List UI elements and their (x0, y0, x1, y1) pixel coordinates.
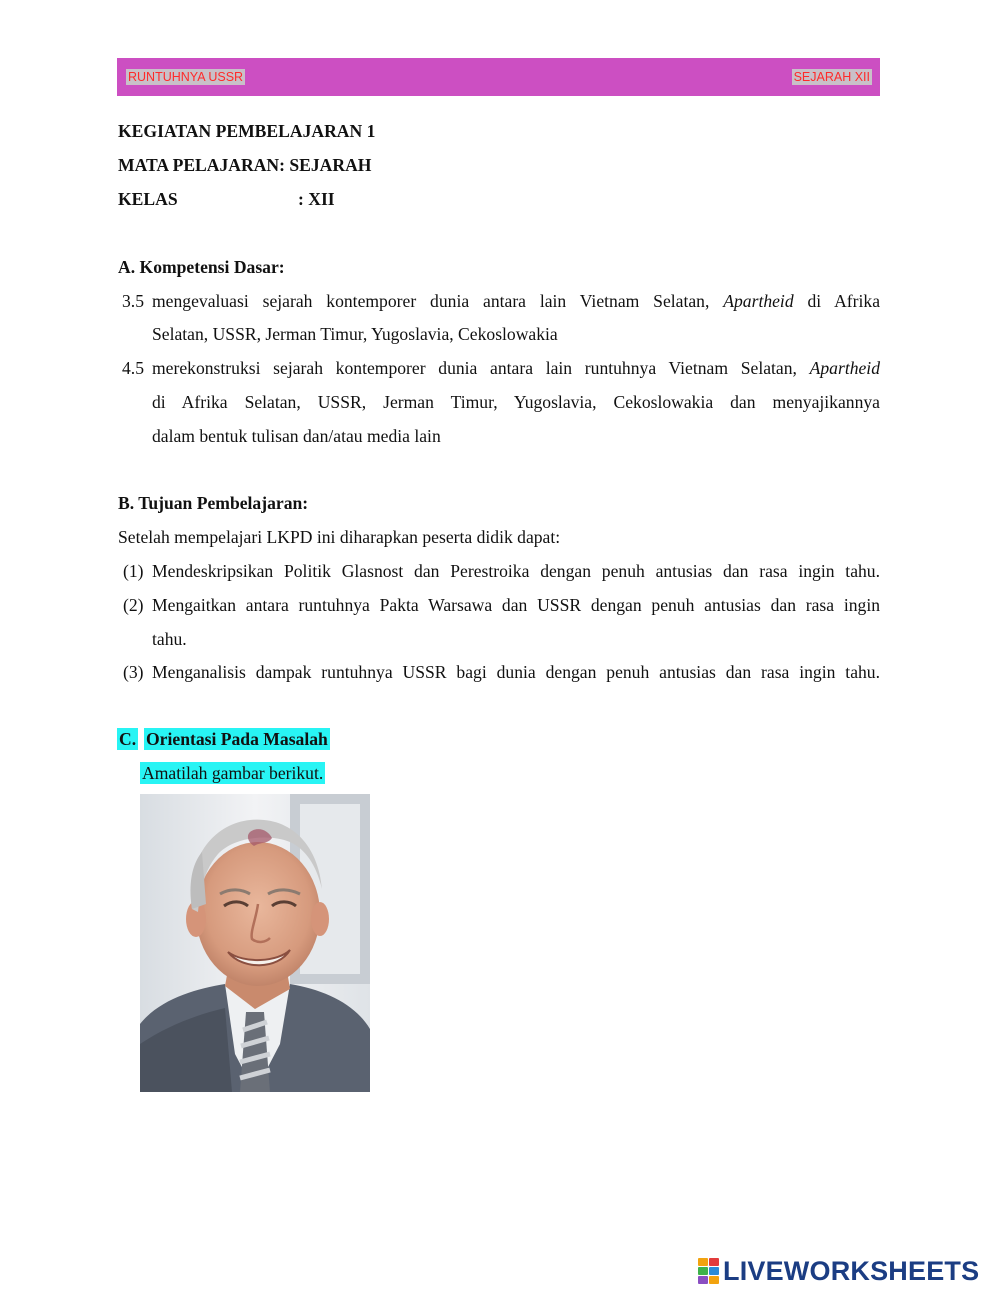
kd-text-part: merekonstruksi sejarah kontemporer dunia antara lain runtuhnya Vietnam Selatan, (152, 358, 797, 378)
section-c-label: C. (119, 729, 137, 749)
objective-text: Mengaitkan antara runtuhnya Pakta Warsawa dan USSR dengan penuh antusias dan rasa ingin (152, 595, 880, 615)
class-value: : XII (298, 189, 335, 209)
kd-text-continued: di Afrika Selatan, USSR, Jerman Timur, Yugoslavia, Cekoslowakia dan menyajikannya (152, 392, 880, 412)
liveworksheets-logo (698, 1257, 979, 1285)
section-c-title: Orientasi Pada Masalah (146, 729, 328, 749)
logo-text: LIVEWORKSHEETS (723, 1255, 980, 1286)
logo-mark-icon (698, 1258, 719, 1284)
kd-text-continued: dalam bentuk tulisan dan/atau media lain (152, 426, 441, 446)
kd-number: 3.5 (122, 291, 144, 311)
objective-number: (2) (123, 595, 144, 615)
section-b-heading: B. Tujuan Pembelajaran: (118, 493, 309, 513)
class-label: KELAS (118, 189, 178, 209)
kd-text-continued: Selatan, USSR, Jerman Timur, Yugoslavia, Cekoslowakia (152, 324, 558, 344)
objective-number: (3) (123, 662, 144, 682)
activity-title: KEGIATAN PEMBELAJARAN 1 (118, 121, 376, 141)
portrait-image (140, 794, 370, 1092)
kd-italic-term: Apartheid (809, 358, 880, 378)
objective-text: Menganalisis dampak runtuhnya USSR bagi dunia dengan penuh antusias dan rasa ingin tahu. (152, 662, 880, 682)
header-bar (117, 58, 880, 96)
kd-text-part: mengevaluasi sejarah kontemporer dunia antara lain Vietnam Selatan, (152, 291, 710, 311)
header-topic: RUNTUHNYA USSR (128, 70, 244, 84)
kd-number: 4.5 (122, 358, 144, 378)
kd-text (152, 351, 880, 385)
objective-text: Mendeskripsikan Politik Glasnost dan Perestroika dengan penuh antusias dan rasa ingin tahu. (152, 561, 880, 581)
header-subject: SEJARAH XII (793, 70, 870, 84)
subject-line: MATA PELAJARAN: SEJARAH (118, 155, 372, 175)
kd-text-part: di Afrika (807, 291, 881, 311)
objective-number: (1) (123, 561, 144, 581)
objective-text-continued: tahu. (152, 629, 187, 649)
kd-italic-term: Apartheid (723, 291, 794, 311)
section-b-intro: Setelah mempelajari LKPD ini diharapkan peserta didik dapat: (118, 527, 561, 547)
kd-text (152, 284, 880, 318)
section-c-instruction: Amatilah gambar berikut. (142, 763, 324, 783)
portrait-photo (140, 794, 370, 1092)
section-a-heading: A. Kompetensi Dasar: (118, 257, 285, 277)
